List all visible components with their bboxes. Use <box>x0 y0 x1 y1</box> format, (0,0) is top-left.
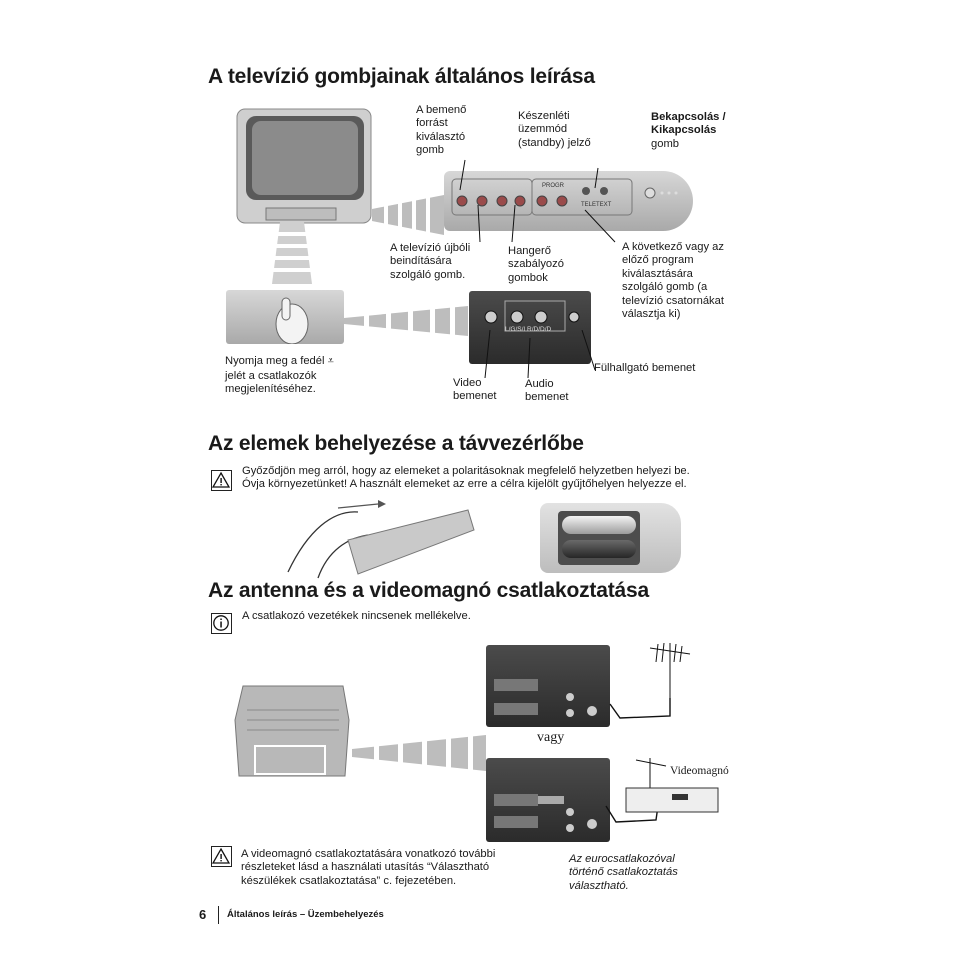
section-title-antenna: Az antenna és a videomagnó csatlakoztatása <box>208 579 649 602</box>
callout-power-tail: gomb <box>651 138 679 150</box>
remote-batteries-image <box>540 503 681 573</box>
callout-program: A következő vagy az előző program kiválasztására szolgáló gomb (a televízió csatornákat választja ki) <box>622 241 724 321</box>
vcr-warning-text: A videomagnó csatlakoztatására vonatkozó további részleteket lásd a használati utasítás “Választható készülékek csatlakoztatása” c. fejezetében. <box>241 848 496 887</box>
running-title: Általános leírás – Üzembehelyezés <box>227 909 384 920</box>
jacks-label: L/G/S/I R/D/D/D <box>505 326 552 333</box>
zoom-funnel-right <box>372 195 444 235</box>
callout-audio-input: Audio bemenet <box>525 378 569 404</box>
callout-lines-panel <box>440 150 650 250</box>
footer-separator <box>218 906 219 924</box>
warning-triangle-icon-2 <box>211 846 232 867</box>
callout-headphone-input: Fülhallgató bemenet <box>594 362 696 374</box>
rear-panel-antenna-image <box>486 645 610 727</box>
callout-volume: Hangerő szabályozó gombok <box>508 245 564 284</box>
callout-video-input: Video bemenet <box>453 377 497 403</box>
remote-battery-cover-illustration <box>278 500 478 580</box>
callout-press-cover: Nyomja meg a fedél ⩡ <box>225 355 334 367</box>
euro-connector-note: Az eurocsatlakozóval történő csatlakoztatás választható. <box>569 853 678 892</box>
callout-input-selector: A bemenő forrást kiválasztó gomb <box>416 104 467 157</box>
callout-standby-indicator: Készenléti üzemmód (standby) jelző <box>518 110 591 149</box>
page-number: 6 <box>199 907 207 922</box>
panel-label-program: PROGR <box>542 183 565 189</box>
hand-pressing-cover-image <box>226 290 344 344</box>
vcr-antenna-cable <box>596 752 726 842</box>
callout-press-cover-2: jelét a csatlakozók megjelenítéséhez. <box>225 370 317 396</box>
tv-back-illustration <box>233 680 353 780</box>
panel-label-teletext: TELETEXT <box>581 202 612 208</box>
warning-triangle-icon <box>211 470 232 491</box>
callout-power-bold: Bekapcsolás / Kikapcsolás <box>651 111 726 137</box>
zoom-funnel-right-2 <box>344 306 468 336</box>
rear-panel-vcr-image <box>486 758 610 842</box>
callout-restart: A televízió újbóli beindítására szolgáló gomb. <box>390 242 471 281</box>
info-text: A csatlakozó vezetékek nincsenek mellékelve. <box>242 610 471 622</box>
tv-front-illustration <box>236 108 374 226</box>
vcr-label: Videomagnó <box>670 765 729 777</box>
info-icon <box>211 613 232 634</box>
zoom-funnel-down <box>272 222 312 284</box>
cover-symbol-icon: ⩡ <box>327 355 334 367</box>
battery-warning-text: Győződjön meg arról, hogy az elemeket a polaritásoknak megfelelő helyzetben helyezi be. Óvja környezetünket! A használt elemeket az erre a célra kijelölt gyűjtőhelyen helyezze el. <box>242 465 690 491</box>
section-title-buttons: A televízió gombjainak általános leírása <box>208 65 595 88</box>
section-title-batteries: Az elemek behelyezése a távvezérlőbe <box>208 432 584 455</box>
antenna-cable-1 <box>600 638 700 728</box>
zoom-funnel-right-3 <box>352 735 486 771</box>
or-label: vagy <box>537 730 565 745</box>
